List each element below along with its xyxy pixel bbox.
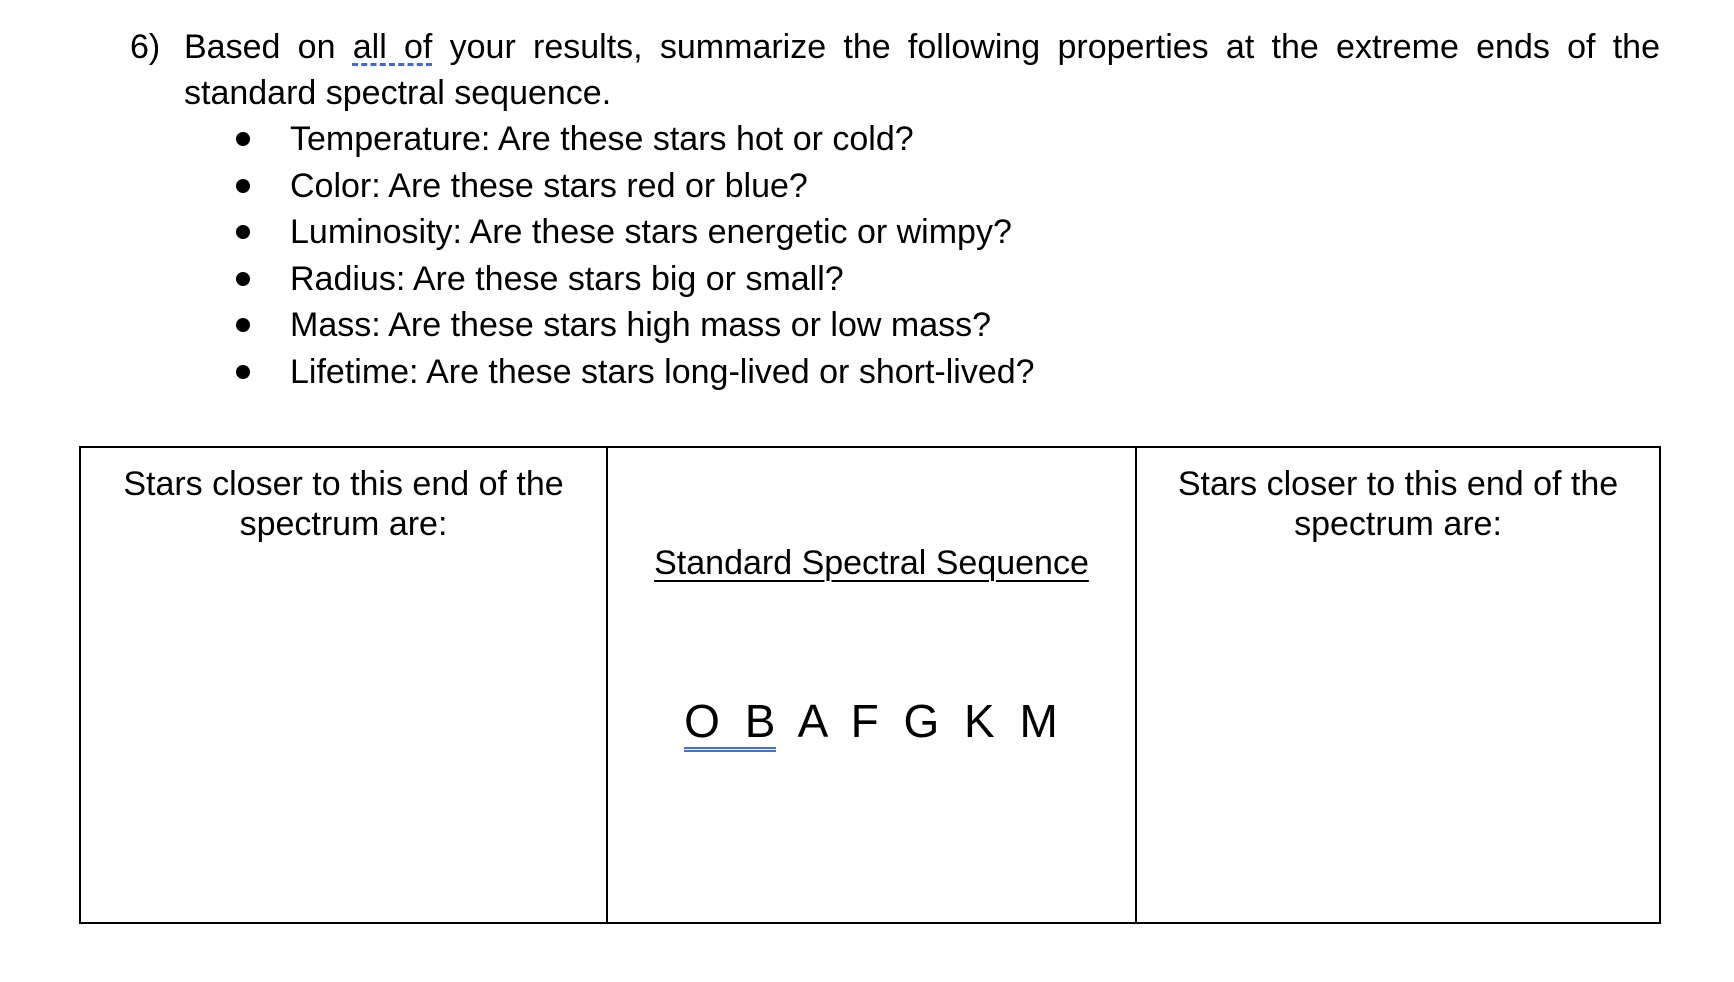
list-item <box>236 116 1035 163</box>
list-item <box>236 349 1035 396</box>
list-item-text: Luminosity: Are these stars energetic or wimpy? <box>290 213 1012 251</box>
list-item-text: Mass: Are these stars high mass or low mass? <box>290 306 992 344</box>
sequence-rest-letters: A F G K M <box>776 695 1059 747</box>
list-item <box>236 209 1035 256</box>
list-item <box>236 256 1035 303</box>
list-item-text: Temperature: Are these stars hot or cold? <box>290 120 914 158</box>
middle-cell <box>608 448 1137 922</box>
bullet-icon <box>236 179 250 193</box>
left-cell-label: Stars closer to this end of the spectrum are: <box>123 465 564 543</box>
question-text-before: Based on <box>184 28 353 66</box>
bullet-icon <box>236 225 250 239</box>
flagged-phrase[interactable]: all of <box>352 28 433 66</box>
list-item-text: Color: Are these stars red or blue? <box>290 166 808 205</box>
right-cell-label: Stars closer to this end of the spectrum are: <box>1177 465 1619 543</box>
spectral-sequence <box>608 694 1135 748</box>
right-answer-cell[interactable] <box>1137 448 1659 922</box>
list-item-text: Radius: Are these stars big or small? <box>290 259 844 298</box>
sequence-title: Standard Spectral Sequence <box>654 544 1089 582</box>
bullet-icon <box>236 365 250 379</box>
left-answer-cell[interactable] <box>81 448 608 922</box>
list-item-text: Lifetime: Are these stars long-lived or short-lived? <box>290 352 1035 391</box>
property-list <box>236 116 1035 395</box>
question-line-2: standard spectral sequence. <box>184 74 612 112</box>
question-text-after: your results, summarize the following properties at the extreme ends of the <box>432 28 1660 66</box>
bullet-icon <box>236 272 250 286</box>
answer-table <box>79 446 1661 924</box>
question-line-1 <box>130 24 1660 70</box>
bullet-icon <box>236 318 250 332</box>
question-text-line-1 <box>184 24 1660 70</box>
list-item <box>236 302 1035 349</box>
question-block <box>130 24 1660 116</box>
bullet-icon <box>236 132 250 146</box>
question-number: 6) <box>130 28 161 66</box>
flagged-sequence-letters[interactable]: O B <box>684 695 777 747</box>
list-item <box>236 163 1035 210</box>
